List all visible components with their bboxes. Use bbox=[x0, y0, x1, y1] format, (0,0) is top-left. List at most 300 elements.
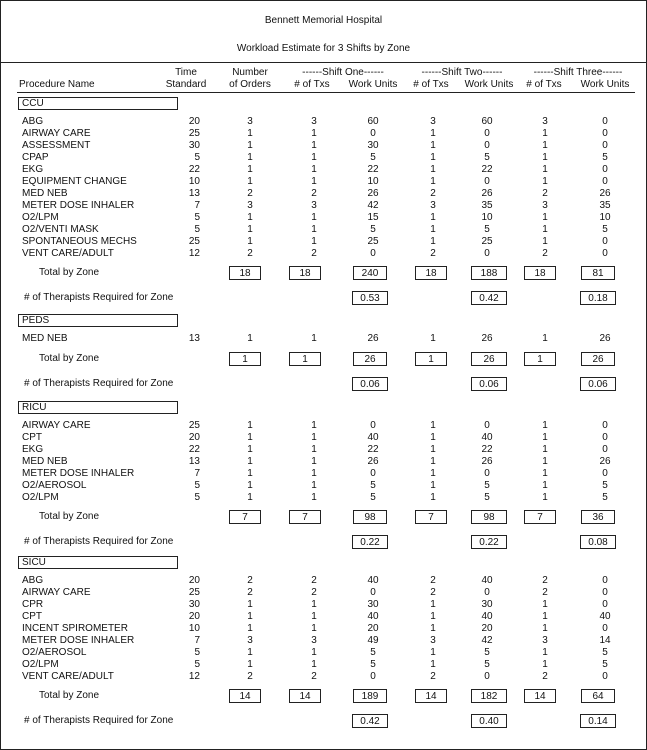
table-cell: 26 bbox=[481, 188, 493, 199]
table-cell: 1 bbox=[247, 212, 253, 223]
table-cell: 26 bbox=[481, 333, 493, 344]
therapists-label: # of Therapists Required for Zone bbox=[24, 715, 174, 726]
table-cell: 26 bbox=[599, 456, 611, 467]
shift-three-header: ------Shift Three------ bbox=[533, 67, 623, 78]
table-cell: 7 bbox=[194, 635, 200, 646]
table-cell: 1 bbox=[247, 492, 253, 503]
table-cell: 20 bbox=[188, 611, 200, 622]
table-cell: 0 bbox=[602, 575, 608, 586]
zone-total: 36 bbox=[581, 510, 615, 524]
table-cell: 22 bbox=[367, 164, 379, 175]
table-cell: 30 bbox=[367, 140, 379, 151]
table-cell: 1 bbox=[311, 456, 317, 467]
table-cell: 2 bbox=[542, 575, 548, 586]
table-cell: 3 bbox=[247, 200, 253, 211]
table-cell: 0 bbox=[602, 623, 608, 634]
table-cell: 26 bbox=[481, 456, 493, 467]
time-header-2: Standard bbox=[165, 79, 207, 90]
time-header-1: Time bbox=[175, 67, 197, 78]
table-cell: 5 bbox=[602, 480, 608, 491]
table-cell: 10 bbox=[188, 176, 200, 187]
therapists-required: 0.06 bbox=[471, 377, 507, 391]
orders-header-2: of Orders bbox=[229, 79, 271, 90]
zone-total: 98 bbox=[471, 510, 507, 524]
table-cell: 5 bbox=[484, 492, 490, 503]
therapists-required: 0.22 bbox=[471, 535, 507, 549]
procedure-name: O2/LPM bbox=[22, 492, 59, 503]
table-cell: 2 bbox=[430, 671, 436, 682]
table-cell: 0 bbox=[370, 420, 376, 431]
table-cell: 2 bbox=[311, 248, 317, 259]
table-cell: 5 bbox=[370, 152, 376, 163]
therapists-required: 0.08 bbox=[580, 535, 616, 549]
table-cell: 1 bbox=[247, 128, 253, 139]
therapists-required: 0.06 bbox=[580, 377, 616, 391]
procedure-header: Procedure Name bbox=[19, 79, 95, 90]
hospital-name: Bennett Memorial Hospital bbox=[264, 15, 383, 26]
table-cell: 1 bbox=[311, 432, 317, 443]
table-cell: 2 bbox=[247, 575, 253, 586]
table-cell: 3 bbox=[430, 635, 436, 646]
table-cell: 5 bbox=[484, 480, 490, 491]
therapists-required: 0.06 bbox=[352, 377, 388, 391]
table-cell: 1 bbox=[311, 647, 317, 658]
table-cell: 1 bbox=[430, 236, 436, 247]
table-cell: 40 bbox=[367, 611, 379, 622]
table-cell: 7 bbox=[194, 200, 200, 211]
table-cell: 1 bbox=[247, 611, 253, 622]
procedure-name: SPONTANEOUS MECHS bbox=[22, 236, 137, 247]
procedure-name: ASSESSMENT bbox=[22, 140, 91, 151]
table-cell: 60 bbox=[481, 116, 493, 127]
table-cell: 25 bbox=[188, 587, 200, 598]
table-cell: 1 bbox=[542, 224, 548, 235]
table-cell: 0 bbox=[370, 248, 376, 259]
shift-two-header: ------Shift Two------ bbox=[421, 67, 503, 78]
table-cell: 5 bbox=[194, 492, 200, 503]
table-cell: 0 bbox=[602, 176, 608, 187]
table-cell: 5 bbox=[370, 647, 376, 658]
table-cell: 5 bbox=[194, 659, 200, 670]
orders-header-1: Number bbox=[232, 67, 268, 78]
table-cell: 2 bbox=[247, 671, 253, 682]
table-cell: 0 bbox=[602, 140, 608, 151]
table-cell: 1 bbox=[542, 212, 548, 223]
table-cell: 35 bbox=[599, 200, 611, 211]
table-cell: 3 bbox=[542, 635, 548, 646]
table-cell: 3 bbox=[542, 200, 548, 211]
table-cell: 3 bbox=[430, 200, 436, 211]
zone-total: 182 bbox=[471, 689, 507, 703]
therapists-required: 0.42 bbox=[352, 714, 388, 728]
table-cell: 1 bbox=[542, 420, 548, 431]
table-cell: 1 bbox=[247, 599, 253, 610]
work-units-header: Work Units bbox=[348, 79, 398, 90]
table-cell: 5 bbox=[194, 152, 200, 163]
table-cell: 3 bbox=[247, 116, 253, 127]
table-cell: 15 bbox=[367, 212, 379, 223]
table-cell: 1 bbox=[247, 444, 253, 455]
table-cell: 1 bbox=[247, 333, 253, 344]
table-cell: 5 bbox=[370, 480, 376, 491]
txs-header: # of Txs bbox=[413, 79, 449, 90]
table-cell: 12 bbox=[188, 671, 200, 682]
table-cell: 3 bbox=[542, 116, 548, 127]
table-cell: 49 bbox=[367, 635, 379, 646]
table-cell: 2 bbox=[430, 248, 436, 259]
zone-total: 7 bbox=[524, 510, 556, 524]
table-cell: 25 bbox=[188, 236, 200, 247]
table-cell: 1 bbox=[430, 611, 436, 622]
table-cell: 1 bbox=[247, 623, 253, 634]
table-cell: 42 bbox=[481, 635, 493, 646]
table-cell: 5 bbox=[484, 152, 490, 163]
table-cell: 40 bbox=[481, 611, 493, 622]
table-cell: 1 bbox=[311, 224, 317, 235]
table-cell: 1 bbox=[542, 480, 548, 491]
zone-total: 1 bbox=[415, 352, 447, 366]
table-cell: 1 bbox=[430, 152, 436, 163]
table-cell: 1 bbox=[311, 152, 317, 163]
table-cell: 2 bbox=[311, 671, 317, 682]
total-label: Total by Zone bbox=[39, 690, 100, 701]
therapists-label: # of Therapists Required for Zone bbox=[24, 378, 174, 389]
table-cell: 1 bbox=[430, 647, 436, 658]
table-cell: 22 bbox=[481, 164, 493, 175]
table-cell: 1 bbox=[247, 152, 253, 163]
table-cell: 2 bbox=[247, 587, 253, 598]
table-cell: 1 bbox=[311, 492, 317, 503]
table-cell: 1 bbox=[247, 164, 253, 175]
table-cell: 1 bbox=[542, 333, 548, 344]
table-cell: 1 bbox=[542, 236, 548, 247]
table-cell: 1 bbox=[247, 176, 253, 187]
table-cell: 1 bbox=[247, 480, 253, 491]
table-cell: 0 bbox=[602, 420, 608, 431]
table-cell: 20 bbox=[367, 623, 379, 634]
zone-total: 18 bbox=[415, 266, 447, 280]
table-cell: 1 bbox=[430, 623, 436, 634]
table-cell: 1 bbox=[311, 212, 317, 223]
procedure-name: CPAP bbox=[22, 152, 49, 163]
total-label: Total by Zone bbox=[39, 511, 100, 522]
therapists-required: 0.53 bbox=[352, 291, 388, 305]
procedure-name: EQUIPMENT CHANGE bbox=[22, 176, 127, 187]
table-cell: 1 bbox=[430, 659, 436, 670]
report-header bbox=[1, 1, 646, 63]
work-units-header: Work Units bbox=[580, 79, 630, 90]
table-cell: 2 bbox=[430, 575, 436, 586]
table-cell: 0 bbox=[602, 128, 608, 139]
table-cell: 1 bbox=[430, 420, 436, 431]
table-cell: 1 bbox=[311, 611, 317, 622]
procedure-name: CPT bbox=[22, 432, 42, 443]
table-cell: 0 bbox=[602, 236, 608, 247]
table-cell: 25 bbox=[367, 236, 379, 247]
table-cell: 1 bbox=[542, 659, 548, 670]
table-cell: 42 bbox=[367, 200, 379, 211]
procedure-name: AIRWAY CARE bbox=[22, 420, 91, 431]
table-cell: 22 bbox=[367, 444, 379, 455]
table-cell: 1 bbox=[430, 599, 436, 610]
table-cell: 1 bbox=[542, 456, 548, 467]
procedure-name: ABG bbox=[22, 116, 44, 127]
table-cell: 2 bbox=[311, 587, 317, 598]
table-cell: 5 bbox=[194, 647, 200, 658]
table-cell: 3 bbox=[311, 200, 317, 211]
table-cell: 0 bbox=[602, 599, 608, 610]
table-cell: 1 bbox=[430, 492, 436, 503]
table-cell: 0 bbox=[602, 248, 608, 259]
zone-total: 188 bbox=[471, 266, 507, 280]
table-cell: 2 bbox=[311, 188, 317, 199]
table-cell: 22 bbox=[188, 164, 200, 175]
table-cell: 2 bbox=[430, 587, 436, 598]
table-cell: 1 bbox=[311, 599, 317, 610]
table-cell: 5 bbox=[602, 152, 608, 163]
table-cell: 5 bbox=[602, 492, 608, 503]
table-cell: 0 bbox=[484, 176, 490, 187]
procedure-name: METER DOSE INHALER bbox=[22, 468, 135, 479]
table-cell: 1 bbox=[311, 480, 317, 491]
table-cell: 3 bbox=[430, 116, 436, 127]
zone-total: 18 bbox=[289, 266, 321, 280]
table-cell: 1 bbox=[247, 659, 253, 670]
table-cell: 1 bbox=[311, 176, 317, 187]
table-cell: 0 bbox=[370, 671, 376, 682]
table-cell: 3 bbox=[311, 116, 317, 127]
table-cell: 25 bbox=[188, 128, 200, 139]
zone-total: 14 bbox=[229, 689, 261, 703]
zone-total: 26 bbox=[471, 352, 507, 366]
table-cell: 1 bbox=[542, 164, 548, 175]
table-cell: 1 bbox=[311, 468, 317, 479]
procedure-name: ABG bbox=[22, 575, 44, 586]
table-cell: 60 bbox=[367, 116, 379, 127]
shift-one-header: ------Shift One------ bbox=[302, 67, 384, 78]
therapists-required: 0.22 bbox=[352, 535, 388, 549]
table-cell: 1 bbox=[542, 140, 548, 151]
therapists-required: 0.42 bbox=[471, 291, 507, 305]
table-cell: 1 bbox=[247, 224, 253, 235]
table-cell: 12 bbox=[188, 248, 200, 259]
table-cell: 30 bbox=[367, 599, 379, 610]
table-cell: 5 bbox=[370, 224, 376, 235]
therapists-required: 0.14 bbox=[580, 714, 616, 728]
table-cell: 1 bbox=[542, 432, 548, 443]
zone-total: 14 bbox=[524, 689, 556, 703]
procedure-name: MED NEB bbox=[22, 333, 68, 344]
table-cell: 5 bbox=[194, 480, 200, 491]
zone-total: 14 bbox=[415, 689, 447, 703]
procedure-name: O2/AEROSOL bbox=[22, 480, 87, 491]
table-cell: 20 bbox=[188, 432, 200, 443]
table-cell: 2 bbox=[542, 587, 548, 598]
table-cell: 26 bbox=[367, 188, 379, 199]
table-cell: 1 bbox=[430, 432, 436, 443]
table-cell: 0 bbox=[602, 444, 608, 455]
zone-total: 26 bbox=[581, 352, 615, 366]
table-cell: 5 bbox=[194, 224, 200, 235]
table-cell: 5 bbox=[602, 659, 608, 670]
table-cell: 40 bbox=[481, 575, 493, 586]
zone-total: 98 bbox=[353, 510, 387, 524]
table-cell: 10 bbox=[599, 212, 611, 223]
table-cell: 1 bbox=[247, 647, 253, 658]
table-cell: 30 bbox=[481, 599, 493, 610]
table-cell: 1 bbox=[311, 659, 317, 670]
table-cell: 1 bbox=[247, 236, 253, 247]
table-cell: 10 bbox=[367, 176, 379, 187]
zone-total: 7 bbox=[229, 510, 261, 524]
table-cell: 22 bbox=[481, 444, 493, 455]
zone-total: 26 bbox=[353, 352, 387, 366]
table-cell: 1 bbox=[430, 164, 436, 175]
table-cell: 0 bbox=[484, 420, 490, 431]
table-cell: 2 bbox=[542, 248, 548, 259]
table-cell: 5 bbox=[602, 224, 608, 235]
table-cell: 1 bbox=[542, 647, 548, 658]
zone-label: CCU bbox=[18, 97, 178, 110]
table-cell: 22 bbox=[188, 444, 200, 455]
table-cell: 0 bbox=[602, 164, 608, 175]
table-cell: 1 bbox=[430, 333, 436, 344]
zone-total: 7 bbox=[289, 510, 321, 524]
table-cell: 5 bbox=[194, 212, 200, 223]
zone-total: 1 bbox=[524, 352, 556, 366]
txs-header: # of Txs bbox=[526, 79, 562, 90]
zone-total: 189 bbox=[353, 689, 387, 703]
table-cell: 5 bbox=[484, 647, 490, 658]
procedure-name: EKG bbox=[22, 164, 44, 175]
table-cell: 10 bbox=[188, 623, 200, 634]
therapists-label: # of Therapists Required for Zone bbox=[24, 536, 174, 547]
table-cell: 1 bbox=[430, 224, 436, 235]
table-cell: 1 bbox=[311, 333, 317, 344]
table-cell: 1 bbox=[542, 611, 548, 622]
table-cell: 1 bbox=[311, 140, 317, 151]
table-cell: 0 bbox=[484, 128, 490, 139]
table-cell: 1 bbox=[247, 140, 253, 151]
table-cell: 2 bbox=[247, 248, 253, 259]
zone-label: PEDS bbox=[18, 314, 178, 327]
zone-label: RICU bbox=[18, 401, 178, 414]
procedure-name: EKG bbox=[22, 444, 44, 455]
table-cell: 1 bbox=[542, 152, 548, 163]
table-cell: 13 bbox=[188, 188, 200, 199]
procedure-name: AIRWAY CARE bbox=[22, 587, 91, 598]
table-cell: 0 bbox=[602, 671, 608, 682]
table-cell: 20 bbox=[188, 116, 200, 127]
total-label: Total by Zone bbox=[39, 267, 100, 278]
table-cell: 13 bbox=[188, 333, 200, 344]
table-cell: 26 bbox=[367, 456, 379, 467]
zone-total: 18 bbox=[229, 266, 261, 280]
table-cell: 7 bbox=[194, 468, 200, 479]
table-cell: 25 bbox=[481, 236, 493, 247]
zone-total: 64 bbox=[581, 689, 615, 703]
table-cell: 5 bbox=[370, 492, 376, 503]
procedure-name: CPT bbox=[22, 611, 42, 622]
table-cell: 1 bbox=[311, 236, 317, 247]
table-cell: 0 bbox=[602, 432, 608, 443]
table-cell: 40 bbox=[367, 432, 379, 443]
table-cell: 0 bbox=[484, 587, 490, 598]
procedure-name: O2/LPM bbox=[22, 212, 59, 223]
table-cell: 1 bbox=[542, 176, 548, 187]
table-cell: 1 bbox=[542, 128, 548, 139]
table-cell: 1 bbox=[311, 420, 317, 431]
table-cell: 5 bbox=[602, 647, 608, 658]
procedure-name: O2/AEROSOL bbox=[22, 647, 87, 658]
table-cell: 1 bbox=[542, 492, 548, 503]
table-cell: 1 bbox=[311, 444, 317, 455]
table-cell: 0 bbox=[484, 248, 490, 259]
table-cell: 1 bbox=[542, 444, 548, 455]
table-cell: 1 bbox=[247, 432, 253, 443]
table-cell: 0 bbox=[484, 140, 490, 151]
procedure-name: METER DOSE INHALER bbox=[22, 200, 135, 211]
table-cell: 40 bbox=[599, 611, 611, 622]
txs-header: # of Txs bbox=[294, 79, 330, 90]
table-cell: 10 bbox=[481, 212, 493, 223]
procedure-name: VENT CARE/ADULT bbox=[22, 671, 114, 682]
table-cell: 2 bbox=[542, 188, 548, 199]
table-cell: 1 bbox=[542, 468, 548, 479]
table-cell: 0 bbox=[484, 468, 490, 479]
procedure-name: AIRWAY CARE bbox=[22, 128, 91, 139]
table-cell: 1 bbox=[430, 140, 436, 151]
table-cell: 26 bbox=[599, 188, 611, 199]
table-cell: 26 bbox=[599, 333, 611, 344]
procedure-name: O2/VENTI MASK bbox=[22, 224, 99, 235]
procedure-name: MED NEB bbox=[22, 456, 68, 467]
zone-label: SICU bbox=[18, 556, 178, 569]
table-cell: 1 bbox=[430, 212, 436, 223]
table-cell: 1 bbox=[542, 599, 548, 610]
procedure-name: VENT CARE/ADULT bbox=[22, 248, 114, 259]
table-cell: 2 bbox=[247, 188, 253, 199]
table-cell: 1 bbox=[430, 468, 436, 479]
table-cell: 30 bbox=[188, 140, 200, 151]
table-cell: 1 bbox=[247, 468, 253, 479]
procedure-name: METER DOSE INHALER bbox=[22, 635, 135, 646]
table-cell: 1 bbox=[430, 456, 436, 467]
zone-total: 18 bbox=[524, 266, 556, 280]
table-cell: 1 bbox=[430, 128, 436, 139]
zone-total: 7 bbox=[415, 510, 447, 524]
table-cell: 25 bbox=[188, 420, 200, 431]
therapists-label: # of Therapists Required for Zone bbox=[24, 292, 174, 303]
table-cell: 26 bbox=[367, 333, 379, 344]
table-cell: 0 bbox=[370, 587, 376, 598]
table-cell: 30 bbox=[188, 599, 200, 610]
zone-total: 81 bbox=[581, 266, 615, 280]
zone-total: 14 bbox=[289, 689, 321, 703]
table-cell: 0 bbox=[370, 128, 376, 139]
table-cell: 40 bbox=[481, 432, 493, 443]
table-cell: 13 bbox=[188, 456, 200, 467]
table-cell: 3 bbox=[247, 635, 253, 646]
table-cell: 1 bbox=[430, 176, 436, 187]
table-cell: 2 bbox=[542, 671, 548, 682]
table-cell: 1 bbox=[430, 444, 436, 455]
procedure-name: CPR bbox=[22, 599, 44, 610]
table-cell: 1 bbox=[311, 164, 317, 175]
table-cell: 5 bbox=[370, 659, 376, 670]
zone-total: 1 bbox=[289, 352, 321, 366]
table-cell: 0 bbox=[602, 587, 608, 598]
